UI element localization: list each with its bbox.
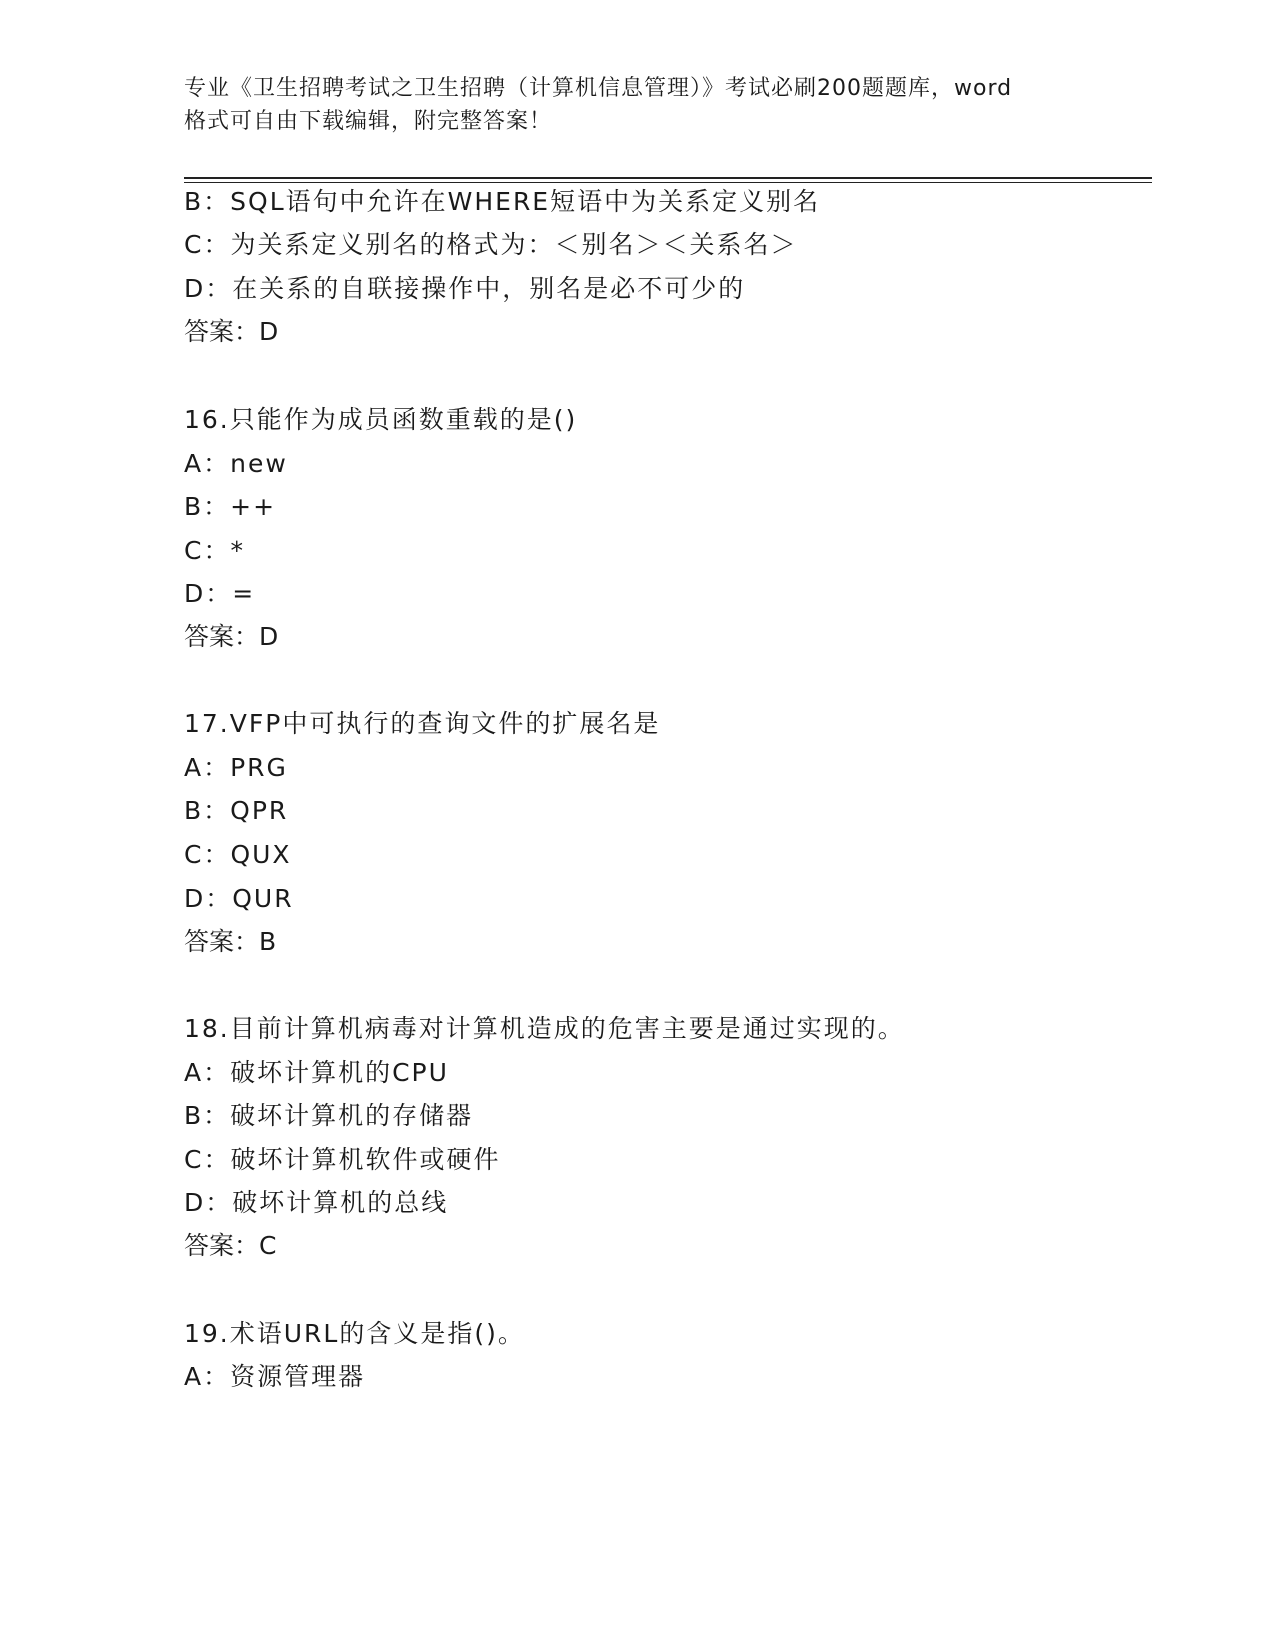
option-line: A：PRG	[184, 753, 288, 782]
option-line: C：*	[184, 536, 245, 565]
option-line: A：new	[184, 449, 288, 478]
option-line: A：资源管理器	[184, 1362, 366, 1391]
option-line: B：++	[184, 492, 277, 521]
header-title-line-1: 专业《卫生招聘考试之卫生招聘（计算机信息管理）》考试必刷200题题库，word	[184, 76, 1013, 101]
option-line: A：破坏计算机的CPU	[184, 1058, 449, 1087]
header-title-line-2: 格式可自由下载编辑，附完整答案！	[184, 109, 553, 134]
answer-line: 答案：B	[184, 927, 277, 956]
option-line: B：破坏计算机的存储器	[184, 1101, 474, 1130]
option-line: D：QUR	[184, 884, 294, 913]
option-line: B：QPR	[184, 796, 289, 825]
header-divider-thin	[184, 182, 1152, 183]
option-line: D：=	[184, 579, 256, 608]
answer-line: 答案：C	[184, 1231, 277, 1260]
document-header	[184, 72, 1084, 138]
question-line: 18.目前计算机病毒对计算机造成的危害主要是通过实现的。	[184, 1014, 905, 1043]
question-line: 16.只能作为成员函数重载的是()	[184, 405, 578, 434]
question-line: 17.VFP中可执行的查询文件的扩展名是	[184, 709, 661, 738]
option-line: C：破坏计算机软件或硬件	[184, 1145, 501, 1174]
option-line: D：破坏计算机的总线	[184, 1188, 449, 1217]
option-line: D：在关系的自联接操作中，别名是必不可少的	[184, 274, 746, 303]
answer-line: 答案：D	[184, 317, 279, 346]
question-line: 19.术语URL的含义是指()。	[184, 1319, 525, 1348]
option-line: B：SQL语句中允许在WHERE短语中为关系定义别名	[184, 187, 821, 216]
option-line: C：为关系定义别名的格式为：＜别名＞＜关系名＞	[184, 230, 798, 259]
answer-line: 答案：D	[184, 622, 279, 651]
option-line: C：QUX	[184, 840, 292, 869]
header-divider-thick	[184, 177, 1152, 179]
